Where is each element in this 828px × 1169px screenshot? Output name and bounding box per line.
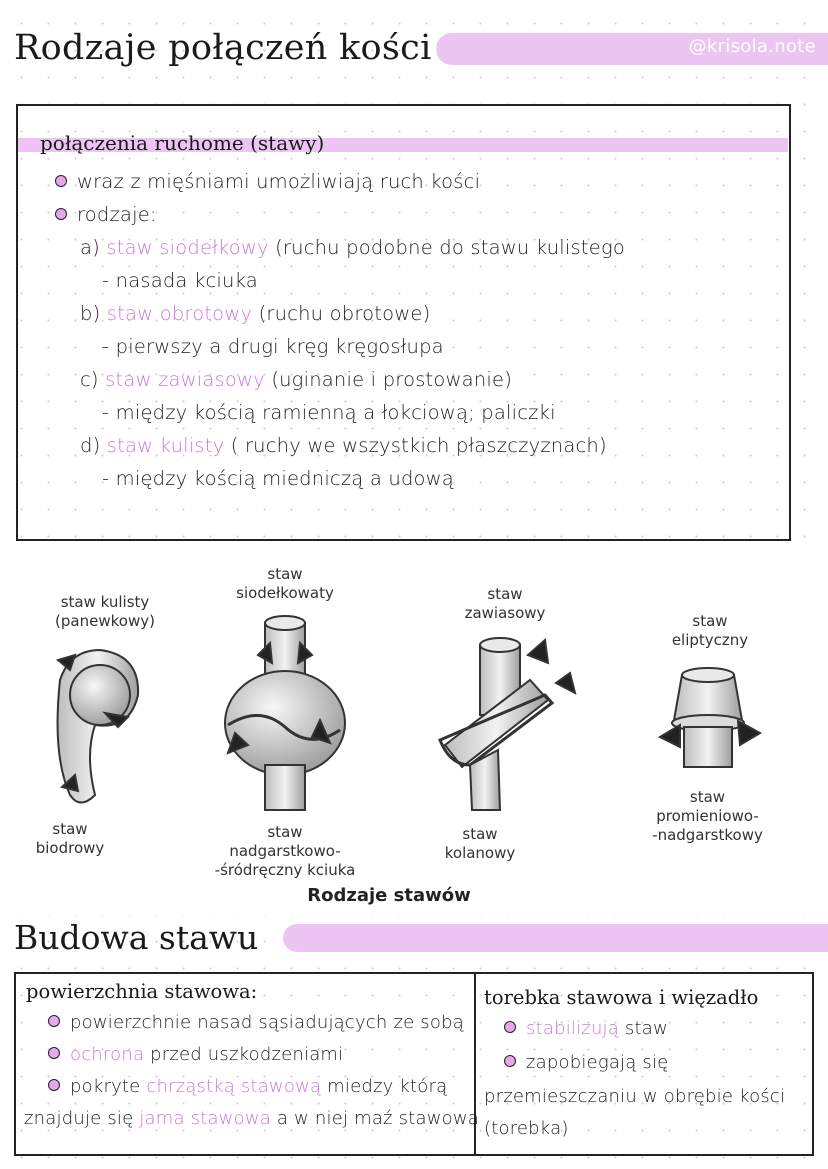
joint-name: staw kulisty xyxy=(106,434,225,457)
line-text: a w niej maź stawowa xyxy=(270,1108,479,1129)
saddle-joint-illustration xyxy=(225,616,345,810)
bullet-dot xyxy=(48,1015,60,1027)
bullet-dot xyxy=(48,1047,60,1059)
bullet-text: staw xyxy=(618,1018,668,1039)
bullet-text: pokryte xyxy=(70,1076,147,1097)
label-thumb xyxy=(200,823,370,880)
label-line: staw xyxy=(52,820,88,838)
joint-type-line xyxy=(80,302,430,325)
label-line: siodełkowaty xyxy=(236,584,334,602)
bullet-text: powierzchnie nasad sąsiadujących ze sobą xyxy=(70,1012,464,1033)
bullet-dot xyxy=(504,1055,516,1067)
label-line: -śródręczny kciuka xyxy=(214,861,356,879)
joint-type-line xyxy=(80,434,607,457)
bullet-dot xyxy=(504,1021,516,1033)
label-knee xyxy=(430,825,530,863)
section-title: Budowa stawu xyxy=(14,918,259,957)
articular-surface-heading: powierzchnia stawowa: xyxy=(26,980,258,1003)
bullet-text: wraz z mięśniami umożliwiają ruch kości xyxy=(77,170,481,193)
label-hinge xyxy=(450,585,560,623)
bullet-text: zapobiegają się xyxy=(526,1052,669,1073)
label-hip xyxy=(20,820,120,858)
label-line: (panewkowy) xyxy=(55,612,155,630)
movable-joints-heading: połączenia ruchome (stawy) xyxy=(40,131,325,155)
hinge-joint-illustration xyxy=(440,638,575,810)
bullet-dot xyxy=(48,1079,60,1091)
joint-example: - między kością miedniczą a udową xyxy=(102,467,454,490)
label-saddle xyxy=(225,565,345,603)
bullet-line xyxy=(55,170,480,193)
bullet-line xyxy=(48,1076,447,1097)
capsule-ligament-heading: torebka stawowa i więzadło xyxy=(484,986,759,1009)
joint-example: - pierwszy a drugi kręg kręgosłupa xyxy=(102,335,444,358)
line-text: znajduje się xyxy=(24,1108,140,1129)
joint-name: staw zawiasowy xyxy=(105,368,265,391)
joint-types-figure xyxy=(0,555,828,915)
bullet-line xyxy=(504,1018,668,1039)
page-title: Rodzaje połączeń kości xyxy=(14,28,432,68)
label-line: staw xyxy=(689,788,726,806)
label-line: staw xyxy=(692,612,728,630)
bullet-line xyxy=(48,1012,464,1033)
label-line: biodrowy xyxy=(35,839,105,857)
label-line: -nadgarstkowy xyxy=(652,826,763,844)
ellipsoid-joint-illustration xyxy=(660,668,760,767)
highlight-term: stabilizują xyxy=(526,1018,619,1039)
label-line: kolanowy xyxy=(444,844,516,862)
bullet-dot xyxy=(55,175,67,187)
highlight-term: ochrona xyxy=(70,1044,145,1065)
joint-type-line xyxy=(80,236,625,259)
item-letter: c) xyxy=(80,368,99,391)
continuation-line: (torebka) xyxy=(484,1118,569,1139)
joint-desc: ( ruchy we wszystkich płaszczyznach) xyxy=(224,434,607,457)
item-letter: d) xyxy=(80,434,101,457)
joint-desc: (ruchu obrotowe) xyxy=(252,302,431,325)
bullet-text: przed uszkodzeniami xyxy=(144,1044,344,1065)
ball-socket-joint-illustration xyxy=(58,650,139,803)
bullet-text: miedzy którą xyxy=(321,1076,448,1097)
bullet-text: rodzaje: xyxy=(77,203,157,226)
item-letter: b) xyxy=(80,302,101,325)
label-wrist xyxy=(640,788,775,845)
label-line: staw kulisty xyxy=(60,593,150,611)
joint-name: staw obrotowy xyxy=(106,302,253,325)
joint-name: staw siodełkowy xyxy=(106,236,269,259)
joint-desc: (uginanie i prostowanie) xyxy=(264,368,513,391)
bullet-dot xyxy=(55,208,67,220)
bullet-line xyxy=(48,1044,343,1065)
label-ball-socket xyxy=(50,593,160,631)
label-line: zawiasowy xyxy=(464,604,546,622)
joint-example: - nasada kciuka xyxy=(102,269,258,292)
highlight-term: chrząstką stawową xyxy=(146,1076,322,1097)
label-line: staw xyxy=(267,565,303,583)
item-letter: a) xyxy=(80,236,100,259)
joint-type-line xyxy=(80,368,512,391)
label-ellipsoid xyxy=(655,612,765,650)
bullet-line xyxy=(504,1052,668,1073)
joint-desc: (ruchu podobne do stawu kulistego xyxy=(268,236,625,259)
highlight-term: jama stawowa xyxy=(139,1108,271,1129)
label-line: staw xyxy=(462,825,498,843)
continuation-line xyxy=(24,1108,479,1129)
bullet-line xyxy=(55,203,157,226)
label-line: promieniowo- xyxy=(656,807,759,825)
label-line: staw xyxy=(487,585,523,603)
author-handle: @krisola.note xyxy=(688,36,816,57)
label-line: nadgarstkowo- xyxy=(229,842,341,860)
title2-highlight xyxy=(283,924,828,952)
label-line: eliptyczny xyxy=(671,631,749,649)
label-line: staw xyxy=(267,823,303,841)
figure-caption: Rodzaje stawów xyxy=(307,885,471,906)
joint-example: - między kością ramienną a łokciową; paliczki xyxy=(102,401,556,424)
continuation-line: przemieszczaniu w obrębie kości xyxy=(484,1086,786,1107)
